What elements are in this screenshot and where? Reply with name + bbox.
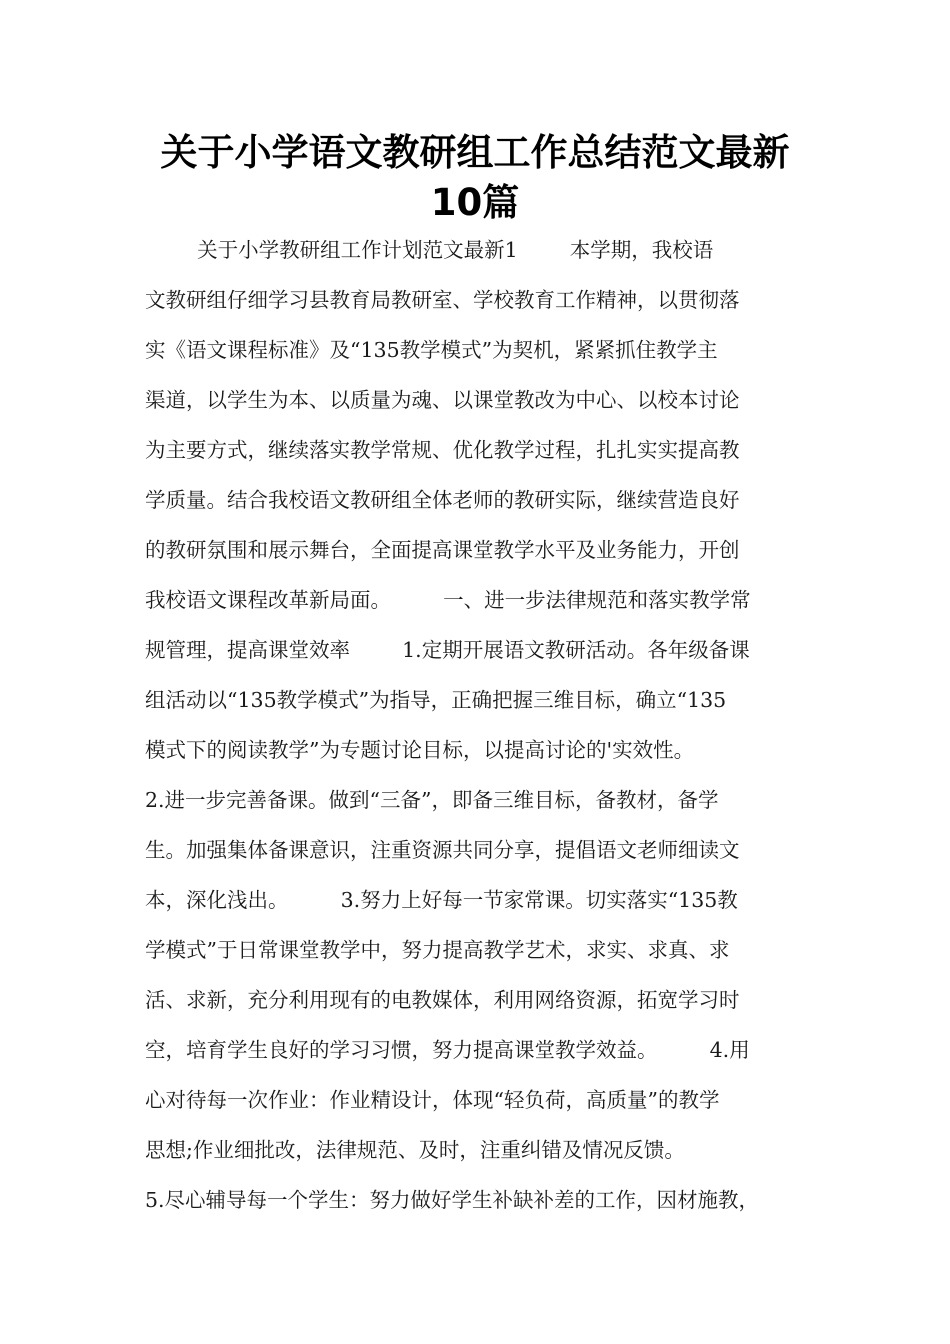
- body-line: 我校语文课程改革新局面。 一、进一步法律规范和落实教学常: [145, 588, 751, 612]
- body-line: 实《语文课程标准》及“135教学模式”为契机，紧紧抓住教学主: [145, 338, 718, 362]
- body-line: 心对待每一次作业：作业精设计，体现“轻负荷，高质量”的教学: [145, 1088, 720, 1112]
- body-line: 组活动以“135教学模式”为指导，正确把握三维目标，确立“135: [145, 688, 727, 712]
- body-line: 学模式”于日常课堂教学中，努力提高教学艺术，求实、求真、求: [145, 938, 730, 962]
- body-line: 文教研组仔细学习县教育局教研室、学校教育工作精神，以贯彻落: [145, 288, 740, 312]
- body-line: 活、求新，充分利用现有的电教媒体，利用网络资源，拓宽学习时: [145, 988, 740, 1012]
- body-line: 空，培育学生良好的学习习惯，努力提高课堂教学效益。 4.用: [145, 1038, 750, 1062]
- body-line: 5.尽心辅导每一个学生：努力做好学生补缺补差的工作，因材施教，: [145, 1188, 760, 1212]
- document-title-line-2: 10篇: [430, 181, 520, 224]
- body-line: 渠道，以学生为本、以质量为魂、以课堂教改为中心、以校本讨论: [145, 388, 740, 412]
- body-line: 思想;作业细批改，法律规范、及时，注重纠错及情况反馈。: [145, 1138, 685, 1162]
- body-line: 模式下的阅读教学”为专题讨论目标，以提高讨论的'实效性。: [145, 738, 695, 762]
- body-line: 生。加强集体备课意识，注重资源共同分享，提倡语文老师细读文: [145, 838, 740, 862]
- body-line: 2.进一步完善备课。做到“三备”，即备三维目标，备教材，备学: [145, 788, 719, 812]
- body-line: 关于小学教研组工作计划范文最新1 本学期，我校语: [145, 238, 714, 262]
- body-line: 规管理，提高课堂效率 1.定期开展语文教研活动。各年级备课: [145, 638, 750, 662]
- body-line: 本，深化浅出。 3.努力上好每一节家常课。切实落实“135教: [145, 888, 738, 912]
- body-line: 为主要方式，继续落实教学常规、优化教学过程，扎扎实实提高教: [145, 438, 740, 462]
- body-line: 学质量。结合我校语文教研组全体老师的教研实际，继续营造良好: [145, 488, 740, 512]
- document-body: [145, 225, 825, 1225]
- document-title-line-1: 关于小学语文教研组工作总结范文最新: [160, 131, 790, 174]
- body-line: 的教研氛围和展示舞台，全面提高课堂教学水平及业务能力，开创: [145, 538, 740, 562]
